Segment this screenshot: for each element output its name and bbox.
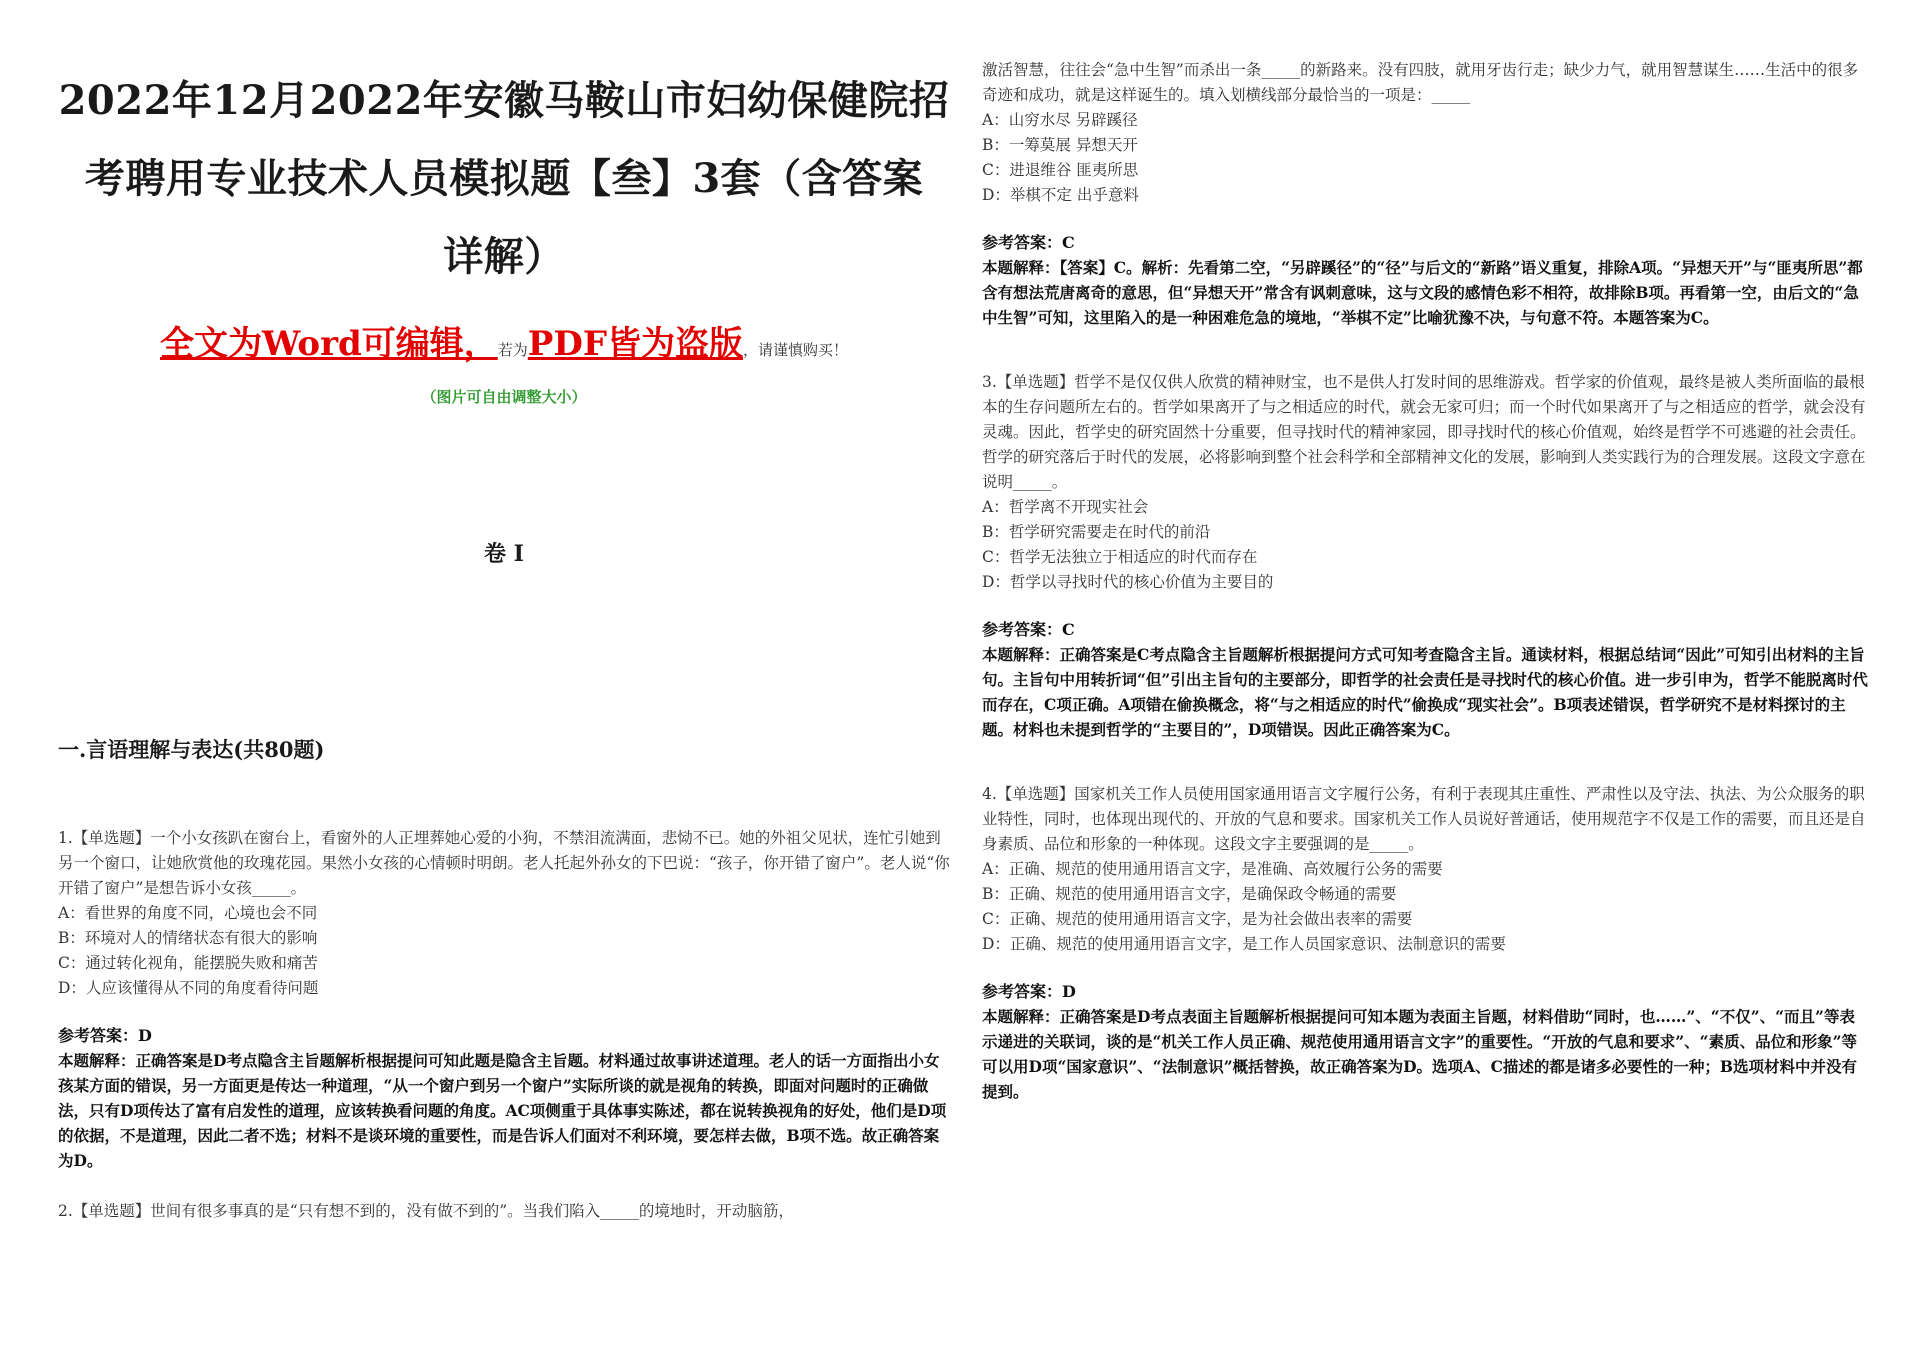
edit-notice <box>58 322 950 366</box>
option-d: D：举棋不定 出乎意料 <box>982 186 1139 204</box>
left-column <box>58 62 950 1224</box>
answer-label: 参考答案：D <box>58 1026 152 1045</box>
question-stem-continued: 激活智慧，往往会“急中生智”而杀出一条_____的新路来。没有四肢，就用牙齿行走；缺少力气，就用智慧谋生……生活中的很多奇迹和成功，就是这样诞生的。填入划横线部分最恰当的一项是：_____ <box>982 61 1859 104</box>
notice-word-editable: 全文为Word可编辑， <box>159 324 498 364</box>
question-stem: 4.【单选题】国家机关工作人员使用国家通用语言文字履行公务，有利于表现其庄重性、严肃性以及守法、执法、为公众服务的职业特性，同时，也体现出现代的、开放的气息和要求。国家机关工作人员说好普通话，使用规范字不仅是工作的需要，而且还是自身素质、品位和形象的一种体现。这段文字主要强调的是_____。 <box>982 785 1866 853</box>
option-list <box>982 108 1870 208</box>
question-2-start <box>58 1199 950 1224</box>
question-3 <box>982 370 1870 742</box>
title-line-2: 考聘用专业技术人员模拟题【叁】3套（含答案 <box>84 155 924 202</box>
option-d: D：正确、规范的使用通用语言文字，是工作人员国家意识、法制意识的需要 <box>982 935 1506 953</box>
question-1 <box>58 826 950 1173</box>
answer-explanation: 本题解释：【答案】C。解析：先看第二空，“另辟蹊径”的“径”与后文的“新路”语义重复，排除A项。“异想天开”与“匪夷所思”都含有想法荒唐离奇的意思，但“异想天开”常含有讽刺意味，这与文段的感情色彩不相符，故排除B项。再看第一空，由后文的“急中生智”可知，这里陷入的是一种困难危急的境地，“举棋不定”比喻犹豫不决，与句意不符。本题答案为C。 <box>982 258 1863 327</box>
option-a: A：看世界的角度不同，心境也会不同 <box>58 904 318 922</box>
document-title <box>58 62 950 296</box>
option-c: C：进退维谷 匪夷所思 <box>982 161 1139 179</box>
answer-explanation: 本题解释：正确答案是C考点隐含主旨题解析根据提问方式可知考查隐含主旨。通读材料，根据总结词“因此”可知引出材料的主旨句。主旨句中用转折词“但”引出主旨句的主要部分，即哲学的社会责任是寻找时代的核心价值。进一步引申为，哲学不能脱离时代而存在，C项正确。A项错在偷换概念，将“与之相适应的时代”偷换成“现实社会”。B项表述错误，哲学研究不是材料探讨的主题。材料也未提到哲学的“主要目的”，D项错误。因此正确答案为C。 <box>982 645 1868 739</box>
option-b: B：环境对人的情绪状态有很大的影响 <box>58 929 318 947</box>
option-b: B：正确、规范的使用通用语言文字，是确保政令畅通的需要 <box>982 885 1397 903</box>
option-a: A：哲学离不开现实社会 <box>982 498 1149 516</box>
answer-label: 参考答案：D <box>982 982 1076 1001</box>
question-stem: 1.【单选题】一个小女孩趴在窗台上，看窗外的人正埋葬她心爱的小狗，不禁泪流满面，悲恸不已。她的外祖父见状，连忙引她到另一个窗口，让她欣赏他的玫瑰花园。果然小女孩的心情顿时明朗。老人托起外孙女的下巴说：“孩子，你开错了窗户”。老人说“你开错了窗户”是想告诉小女孩_____。 <box>58 829 950 897</box>
answer-explanation: 本题解释：正确答案是D考点隐含主旨题解析根据提问可知此题是隐含主旨题。材料通过故事讲述道理。老人的话一方面指出小女孩某方面的错误，另一方面更是传达一种道理，“从一个窗户到另一个窗户”实际所谈的就是视角的转换，即面对问题时的正确做法，只有D项传达了富有启发性的道理，应该转换看问题的角度。AC项侧重于具体事实陈述，都在说转换视角的好处，他们是D项的依据，不是道理，因此二者不选；材料不是谈环境的重要性，而是告诉人们面对不利环境，要怎样去做，B项不选。故正确答案为D。 <box>58 1051 947 1170</box>
notice-small-2: ，请谨慎购买！ <box>742 341 848 359</box>
option-d: D：哲学以寻找时代的核心价值为主要目的 <box>982 573 1274 591</box>
option-list <box>982 495 1870 595</box>
option-a: A：山穷水尽 另辟蹊径 <box>982 111 1138 129</box>
question-4 <box>982 782 1870 1104</box>
option-c: C：通过转化视角，能摆脱失败和痛苦 <box>58 954 318 972</box>
notice-small-1: 若为 <box>497 341 528 359</box>
title-line-1: 2022年12月2022年安徽马鞍山市妇幼保健院招 <box>58 77 950 124</box>
right-column <box>982 58 1870 1104</box>
option-c: C：哲学无法独立于相适应的时代而存在 <box>982 548 1258 566</box>
option-list <box>982 857 1870 957</box>
title-line-3: 详解） <box>443 233 565 280</box>
option-c: C：正确、规范的使用通用语言文字，是为社会做出表率的需要 <box>982 910 1413 928</box>
answer-explanation: 本题解释：正确答案是D考点表面主旨题解析根据提问可知本题为表面主旨题，材料借助“同时，也……”、“不仅”、“而且”等表示递进的关联词，谈的是“机关工作人员正确、规范使用通用语言文字”的重要性。“开放的气息和要求”、“素质、品位和形象”等可以用D项“国家意识”、“法制意识”概括替换，故正确答案为D。选项A、C描述的都是诸多必要性的一种；B选项材料中并没有提到。 <box>982 1007 1858 1101</box>
question-stem: 3.【单选题】哲学不是仅仅供人欣赏的精神财宝，也不是供人打发时间的思维游戏。哲学家的价值观，最终是被人类所面临的最根本的生存问题所左右的。哲学如果离开了与之相适应的时代，就会无家可归；而一个时代如果离开了与之相适应的哲学，就会没有灵魂。因此，哲学史的研究固然十分重要，但寻找时代的精神家园，即寻找时代的核心价值观，始终是哲学不可逃避的社会责任。哲学的研究落后于时代的发展，必将影响到整个社会科学和全部精神文化的发展，影响到人类实践行为的合理发展。这段文字意在说明_____。 <box>982 373 1866 491</box>
question-stem: 2.【单选题】世间有很多事真的是“只有想不到的，没有做不到的”。当我们陷入_____的境地时，开动脑筋， <box>58 1202 794 1220</box>
notice-pdf-piracy: PDF皆为盗版 <box>527 324 743 364</box>
option-b: B：一筹莫展 异想天开 <box>982 136 1138 154</box>
volume-label: 卷 I <box>484 541 524 567</box>
answer-label: 参考答案：C <box>982 233 1075 252</box>
question-2-continued <box>982 58 1870 330</box>
option-a: A：正确、规范的使用通用语言文字，是准确、高效履行公务的需要 <box>982 860 1443 878</box>
section-heading: 一.言语理解与表达(共80题) <box>58 737 325 762</box>
option-b: B：哲学研究需要走在时代的前沿 <box>982 523 1211 541</box>
image-resize-note: （图片可自由调整大小） <box>421 388 587 406</box>
option-d: D：人应该懂得从不同的角度看待问题 <box>58 979 319 997</box>
answer-label: 参考答案：C <box>982 620 1075 639</box>
option-list <box>58 901 950 1001</box>
